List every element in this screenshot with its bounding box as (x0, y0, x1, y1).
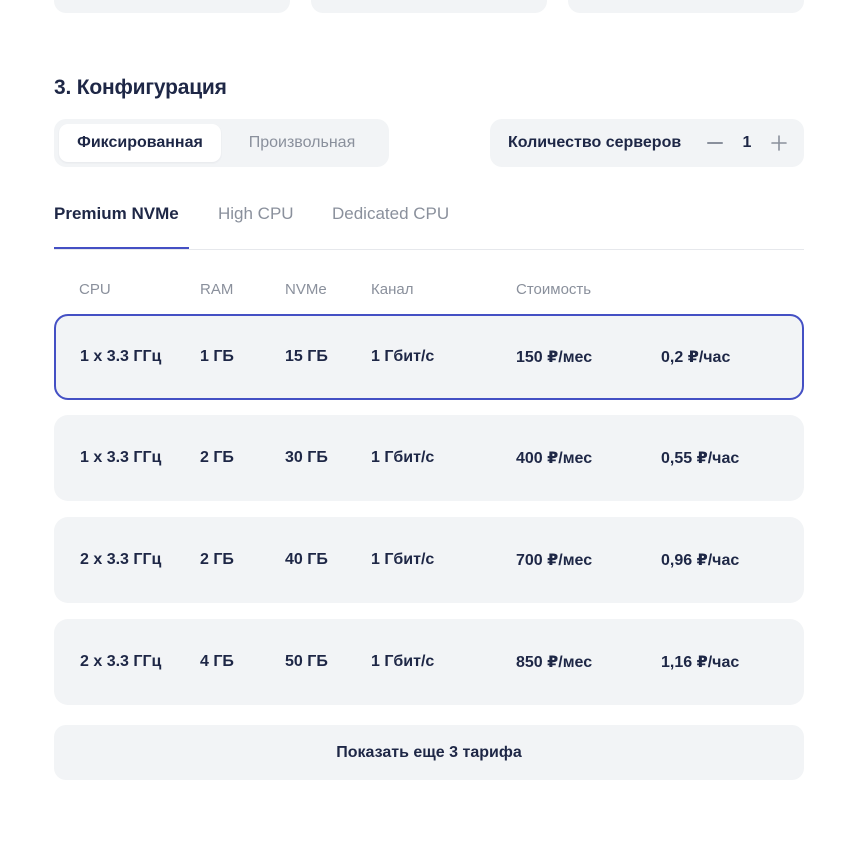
previous-section-card[interactable] (54, 0, 290, 13)
previous-section-card[interactable] (568, 0, 804, 13)
nvme-value: 30 ГБ (285, 449, 328, 466)
configuration-mode-switch (54, 119, 389, 167)
hourly-price: 0,2 ₽/час (661, 349, 731, 366)
ram-value: 2 ГБ (200, 449, 234, 466)
monthly-price: 700 ₽/мес (516, 552, 593, 569)
ram-value: 1 ГБ (200, 348, 234, 365)
hourly-price: 0,55 ₽/час (661, 450, 740, 467)
monthly-price: 850 ₽/мес (516, 654, 593, 671)
ram-value: 4 ГБ (200, 653, 234, 670)
monthly-price: 400 ₽/мес (516, 450, 593, 467)
tab-high-cpu[interactable]: High CPU (218, 204, 294, 223)
channel-value: 1 Гбит/с (371, 551, 435, 568)
minus-icon[interactable] (704, 132, 726, 154)
cpu-value: 2 x 3.3 ГГц (80, 551, 162, 568)
monthly-price: 150 ₽/мес (516, 349, 593, 366)
server-count-stepper (490, 119, 804, 167)
hourly-price: 0,96 ₽/час (661, 552, 740, 569)
column-header-channel: Канал (371, 281, 414, 298)
mode-fixed-button[interactable]: Фиксированная (59, 124, 221, 162)
server-count-label: Количество серверов (508, 134, 682, 151)
tab-premium-nvme[interactable]: Premium NVMe (54, 196, 189, 249)
server-type-tabs (54, 196, 804, 250)
tariff-row[interactable] (54, 619, 804, 705)
channel-value: 1 Гбит/с (371, 653, 435, 670)
nvme-value: 40 ГБ (285, 551, 328, 568)
server-count-value: 1 (742, 134, 752, 151)
tariff-row[interactable] (54, 517, 804, 603)
column-header-price: Стоимость (516, 281, 592, 298)
ram-value: 2 ГБ (200, 551, 234, 568)
nvme-value: 50 ГБ (285, 653, 328, 670)
column-header-ram: RAM (200, 281, 234, 298)
nvme-value: 15 ГБ (285, 348, 328, 365)
show-more-tariffs-button[interactable]: Показать еще 3 тарифа (54, 725, 804, 780)
tab-dedicated-cpu[interactable]: Dedicated CPU (332, 204, 450, 223)
channel-value: 1 Гбит/с (371, 348, 435, 365)
mode-custom-button[interactable]: Произвольная (248, 134, 356, 151)
cpu-value: 1 x 3.3 ГГц (80, 348, 162, 365)
channel-value: 1 Гбит/с (371, 449, 435, 466)
column-header-cpu: CPU (79, 281, 111, 298)
column-header-nvme: NVMe (285, 281, 327, 298)
previous-section-card[interactable] (311, 0, 547, 13)
tariff-row[interactable] (54, 314, 804, 400)
cpu-value: 2 x 3.3 ГГц (80, 653, 162, 670)
hourly-price: 1,16 ₽/час (661, 654, 740, 671)
tariff-row[interactable] (54, 415, 804, 501)
cpu-value: 1 x 3.3 ГГц (80, 449, 162, 466)
plus-icon[interactable] (768, 132, 790, 154)
section-title: 3. Конфигурация (54, 76, 227, 99)
